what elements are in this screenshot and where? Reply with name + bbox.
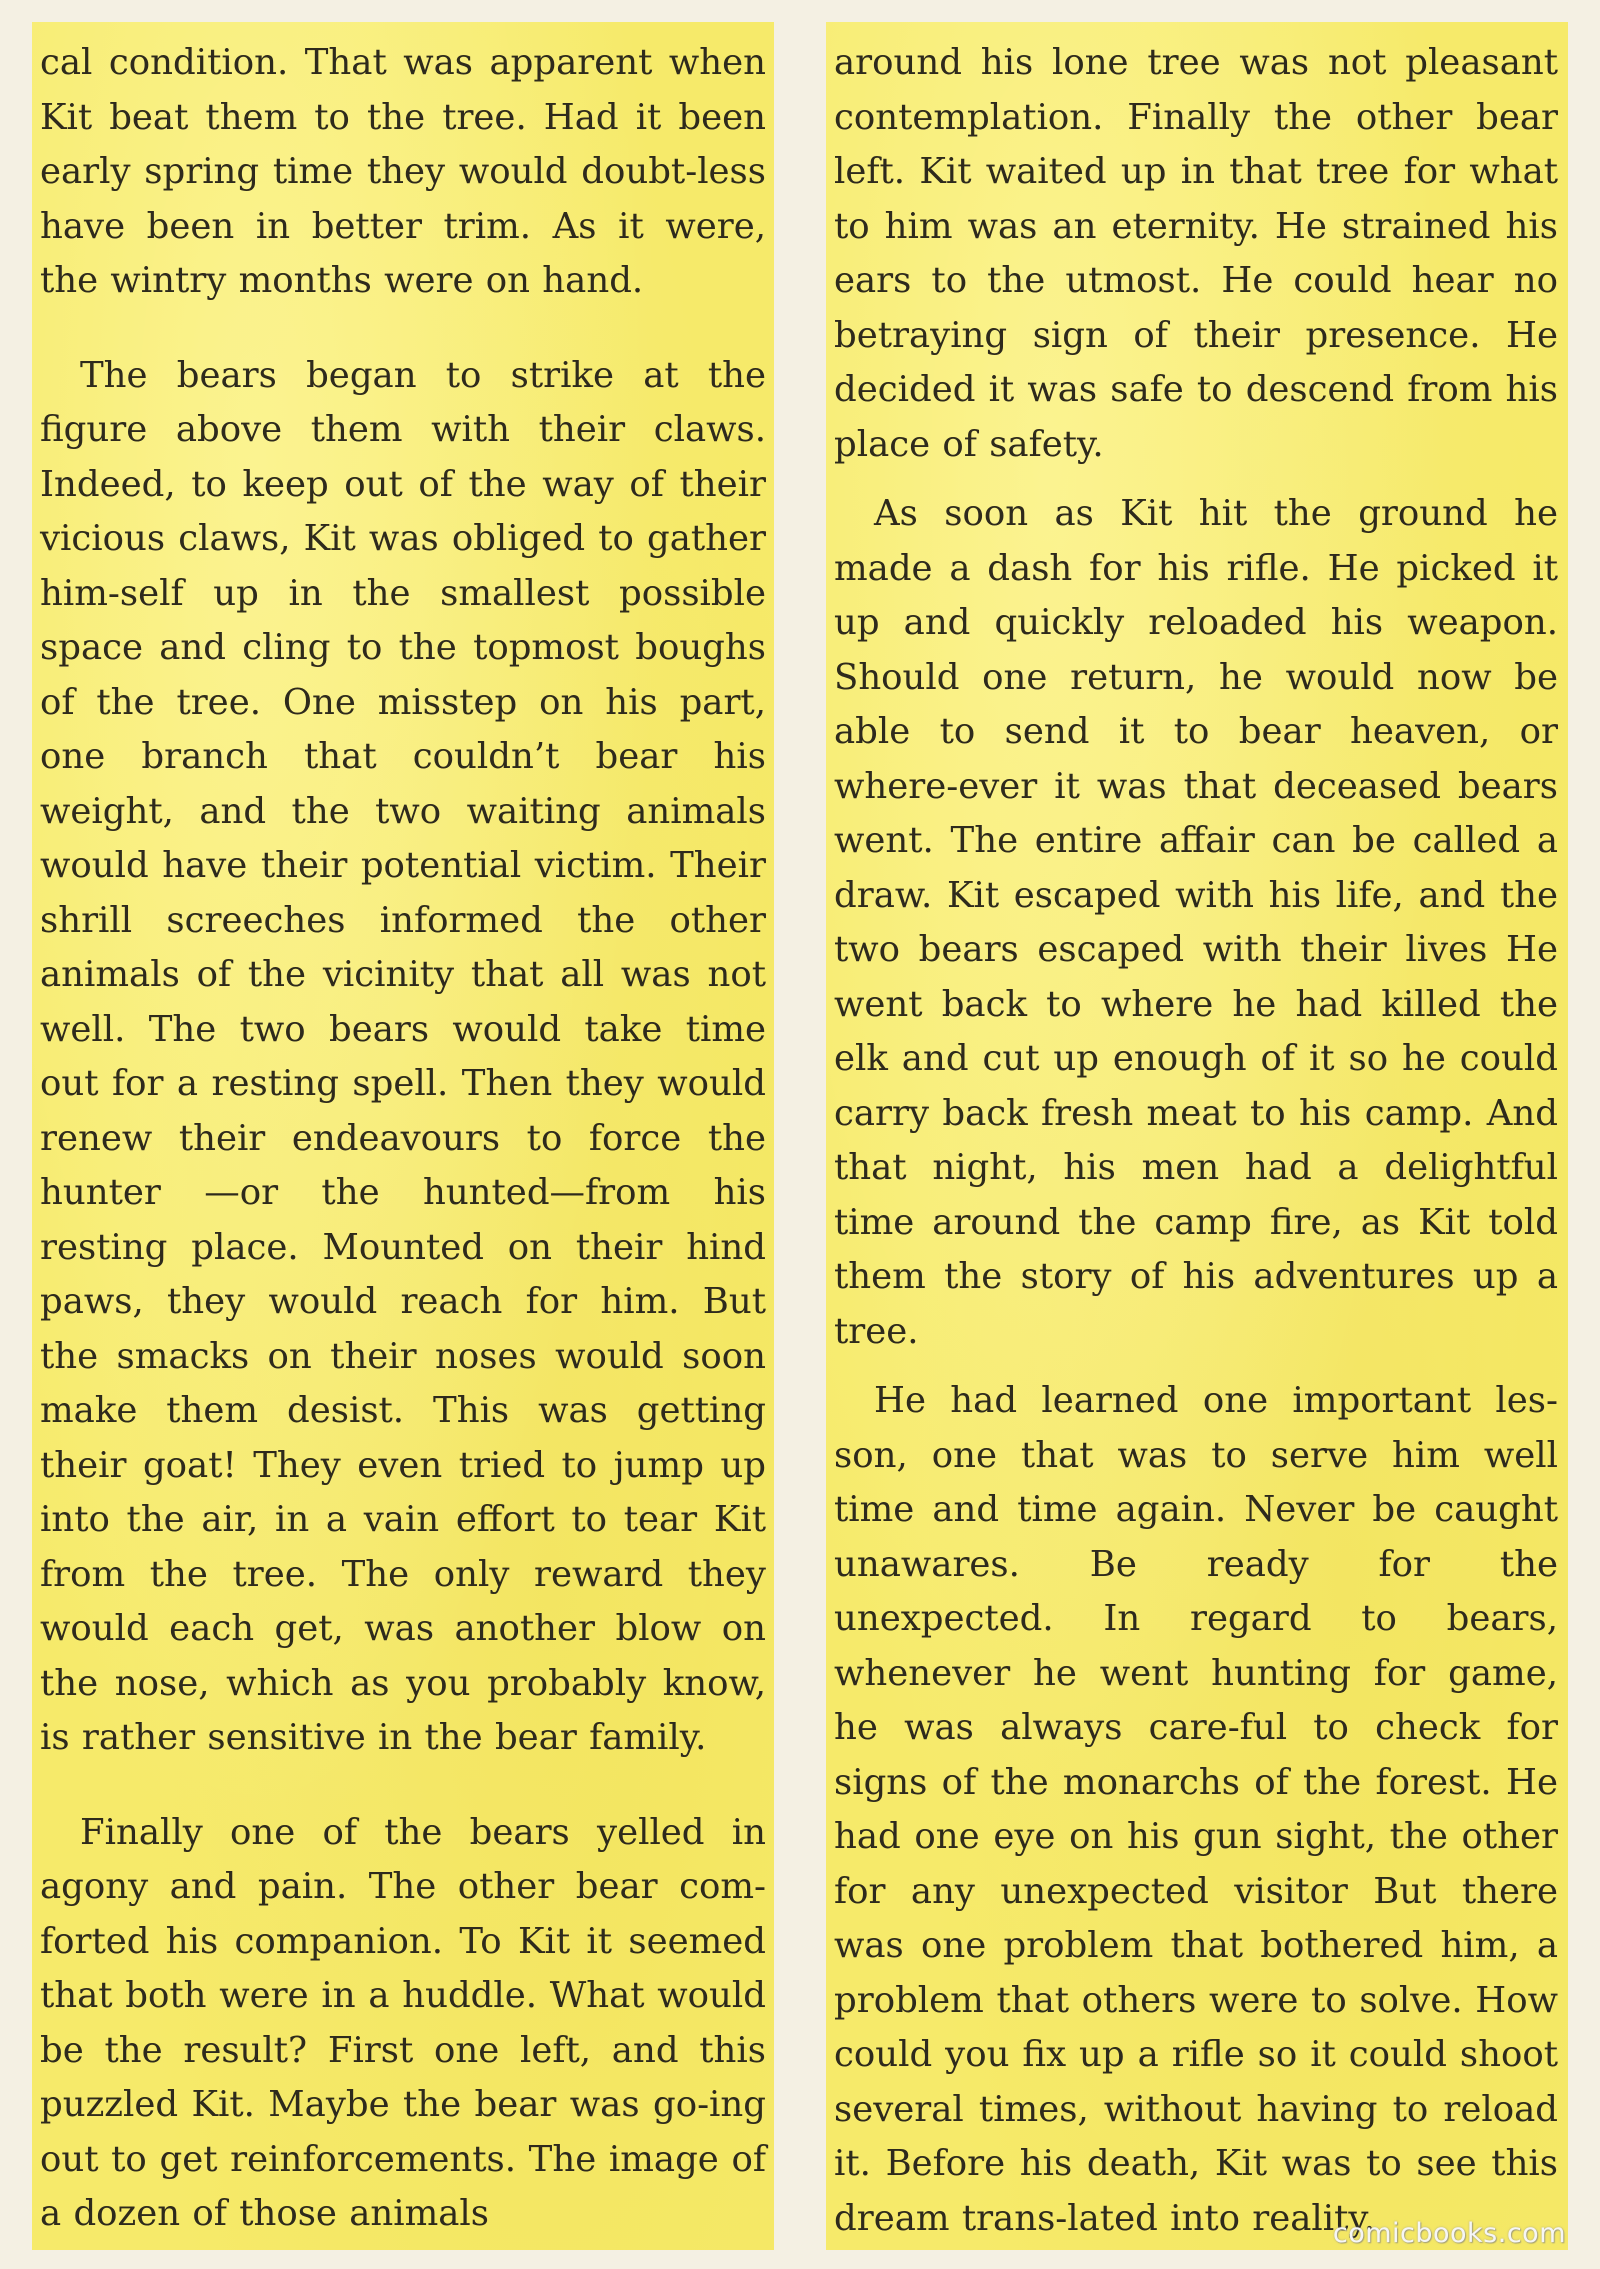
right-text-column [826,22,1568,2250]
paragraph-right-1: around his lone tree was not pleasant contemplation. Finally the other bear left. Kit waited up in that tree for what to him was an eternity. He strained his ears to the utmost. He could hear no betraying sign of their presence. He decided it was safe to descend from his place of safety. [834,42,1558,465]
paragraph-right-2: As soon as Kit hit the ground he made a dash for his rifle. He picked it up and quickly reloaded his weapon. Should one return, he would now be able to send it to bear heaven, or where-ever it was that deceased bears went. The entire affair can be called a draw. Kit escaped with his life, and the two bears escaped with their lives He went back to where he had killed the elk and cut up enough of it so he could carry back fresh meat to his camp. And that night, his men had a delightful time around the camp fire, as Kit told them the story of his adventures up a tree. [834,493,1558,1352]
paragraph-left-1: cal condition. That was apparent when Kit beat them to the tree. Had it been early spring time they would doubt-less have been in better trim. As it were, the wintry months were on hand. [40,42,766,301]
paragraph-left-3: Finally one of the bears yelled in agony and pain. The other bear com-forted his companion. To Kit it seemed that both were in a huddle. What would be the result? First one left, and this puzzled Kit. Maybe the bear was go-ing out to get reinforcements. The image of a dozen of those animals [40,1811,766,2234]
paragraph-left-2: The bears began to strike at the figure above them with their claws. Indeed, to keep out of the way of their vicious claws, Kit was obliged to gather him-self up in the smallest possible space and cling to the topmost boughs of the tree. One misstep on his part, one branch that couldn’t bear his weight, and the two waiting animals would have their potential victim. Their shrill screeches informed the other animals of the vicinity that all was not well. The two bears would take time out for a resting spell. Then they would renew their endeavours to force the hunter —or the hunted—from his resting place. Mounted on their hind paws, they would reach for him. But the smacks on their noses would soon make them desist. This was getting their goat! They even tried to jump up into the air, in a vain effort to tear Kit from the tree. The only reward they would each get, was another blow on the nose, which as you probably know, is rather sensitive in the bear family. [40,354,766,1758]
watermark: comicbooks.com [1332,2218,1566,2249]
left-text-column [32,22,774,2250]
paragraph-right-3: He had learned one important les-son, one that was to serve him well time and time again. Never be caught unawares. Be ready for the unexpected. In regard to bears, whenever he went hunting for game, he was always care-ful to check for signs of the monarchs of the forest. He had one eye on his gun sight, the other for any unexpected visitor But there was one problem that bothered him, a problem that others were to solve. How could you fix up a rifle so it could shoot several times, without having to reload it. Before his death, Kit was to see this dream trans-lated into reality. [834,1380,1558,2239]
